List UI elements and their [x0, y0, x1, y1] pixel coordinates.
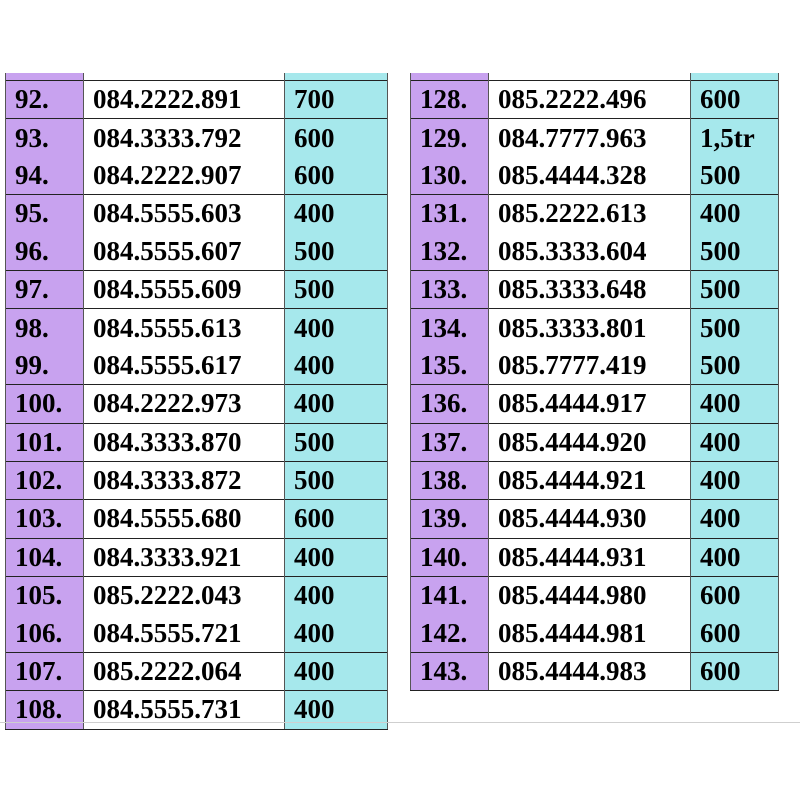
- price: 700: [285, 81, 388, 119]
- table-row: [411, 233, 779, 271]
- row-index: 93.: [6, 119, 84, 157]
- price: 400: [285, 577, 388, 615]
- table-row: [411, 195, 779, 233]
- phone-number: 085.2222.043: [84, 577, 285, 615]
- price: 500: [285, 233, 388, 271]
- phone-number: 085.4444.920: [489, 423, 691, 461]
- price: 600: [691, 577, 779, 615]
- row-index: 98.: [6, 309, 84, 347]
- row-index: 94.: [6, 157, 84, 195]
- table-row: [6, 423, 388, 461]
- row-index: 133.: [411, 270, 489, 308]
- phone-number: 085.4444.930: [489, 500, 691, 538]
- table-header-strip: [411, 73, 779, 81]
- row-index: 129.: [411, 119, 489, 157]
- table-row: [411, 270, 779, 308]
- row-index: 105.: [6, 577, 84, 615]
- price: 500: [691, 270, 779, 308]
- table-row: [6, 81, 388, 119]
- phone-number: 085.4444.931: [489, 538, 691, 576]
- row-index: 135.: [411, 347, 489, 385]
- row-index: 138.: [411, 461, 489, 499]
- row-index: 140.: [411, 538, 489, 576]
- price: 400: [691, 461, 779, 499]
- price: 400: [691, 423, 779, 461]
- row-index: 139.: [411, 500, 489, 538]
- row-index: 96.: [6, 233, 84, 271]
- price: 1,5tr: [691, 119, 779, 157]
- price: 500: [691, 157, 779, 195]
- row-index: 99.: [6, 347, 84, 385]
- price: 600: [285, 500, 388, 538]
- row-index: 134.: [411, 309, 489, 347]
- price: 500: [691, 347, 779, 385]
- table-header-strip: [6, 73, 388, 81]
- phone-number: 084.5555.731: [84, 691, 285, 729]
- table-row: [6, 538, 388, 576]
- price: 400: [285, 347, 388, 385]
- phone-number: 085.4444.981: [489, 614, 691, 652]
- phone-number: 085.4444.328: [489, 157, 691, 195]
- phone-number: 084.7777.963: [489, 119, 691, 157]
- table-row: [6, 691, 388, 729]
- phone-number: 084.5555.609: [84, 270, 285, 308]
- table-row: [6, 461, 388, 499]
- table-row: [6, 233, 388, 271]
- table-row: [6, 385, 388, 423]
- phone-number: 084.5555.617: [84, 347, 285, 385]
- phone-number: 084.3333.921: [84, 538, 285, 576]
- price: 500: [691, 309, 779, 347]
- table-row: [6, 500, 388, 538]
- table-row: [6, 309, 388, 347]
- phone-number: 084.2222.973: [84, 385, 285, 423]
- table-row: [6, 577, 388, 615]
- price: 400: [691, 385, 779, 423]
- price: 400: [285, 652, 388, 690]
- phone-number: 084.5555.607: [84, 233, 285, 271]
- row-index: 107.: [6, 652, 84, 690]
- row-index: 136.: [411, 385, 489, 423]
- price: 500: [691, 233, 779, 271]
- index-header-cell: [411, 73, 489, 81]
- number-header-cell: [84, 73, 285, 81]
- price: 400: [691, 500, 779, 538]
- row-index: 95.: [6, 195, 84, 233]
- phone-number: 085.4444.921: [489, 461, 691, 499]
- phone-number: 084.5555.680: [84, 500, 285, 538]
- row-index: 103.: [6, 500, 84, 538]
- row-index: 132.: [411, 233, 489, 271]
- row-index: 130.: [411, 157, 489, 195]
- row-index: 131.: [411, 195, 489, 233]
- row-index: 108.: [6, 691, 84, 729]
- phone-number: 085.2222.496: [489, 81, 691, 119]
- phone-number: 085.2222.064: [84, 652, 285, 690]
- row-index: 141.: [411, 577, 489, 615]
- phone-number: 085.7777.419: [489, 347, 691, 385]
- phone-number: 084.5555.603: [84, 195, 285, 233]
- phone-number: 085.4444.983: [489, 652, 691, 690]
- table-row: [6, 652, 388, 690]
- table-row: [411, 577, 779, 615]
- table-row: [6, 347, 388, 385]
- table-row: [411, 423, 779, 461]
- table-row: [411, 119, 779, 157]
- table-row: [411, 652, 779, 690]
- price: 600: [691, 81, 779, 119]
- price-header-cell: [691, 73, 779, 81]
- price: 400: [691, 538, 779, 576]
- phone-price-table-right: [410, 73, 779, 691]
- row-index: 143.: [411, 652, 489, 690]
- price: 400: [691, 195, 779, 233]
- phone-number: 084.3333.872: [84, 461, 285, 499]
- price: 600: [285, 119, 388, 157]
- row-index: 101.: [6, 423, 84, 461]
- row-index: 128.: [411, 81, 489, 119]
- price: 400: [285, 691, 388, 729]
- index-header-cell: [6, 73, 84, 81]
- phone-number: 085.3333.648: [489, 270, 691, 308]
- phone-number: 085.4444.980: [489, 577, 691, 615]
- phone-number: 085.2222.613: [489, 195, 691, 233]
- phone-number: 085.3333.801: [489, 309, 691, 347]
- table-row: [411, 500, 779, 538]
- table-row: [411, 385, 779, 423]
- price: 400: [285, 538, 388, 576]
- table-row: [6, 157, 388, 195]
- phone-number: 085.4444.917: [489, 385, 691, 423]
- price-header-cell: [285, 73, 388, 81]
- price: 600: [691, 614, 779, 652]
- bottom-divider: [0, 722, 800, 723]
- table-row: [6, 119, 388, 157]
- row-index: 102.: [6, 461, 84, 499]
- price: 500: [285, 461, 388, 499]
- row-index: 137.: [411, 423, 489, 461]
- phone-number: 084.3333.870: [84, 423, 285, 461]
- price: 400: [285, 614, 388, 652]
- price: 500: [285, 423, 388, 461]
- row-index: 106.: [6, 614, 84, 652]
- row-index: 100.: [6, 385, 84, 423]
- price: 600: [691, 652, 779, 690]
- table-row: [6, 614, 388, 652]
- phone-number: 084.5555.613: [84, 309, 285, 347]
- price: 600: [285, 157, 388, 195]
- table-row: [411, 157, 779, 195]
- phone-number: 084.3333.792: [84, 119, 285, 157]
- table-row: [411, 81, 779, 119]
- row-index: 97.: [6, 270, 84, 308]
- price: 400: [285, 195, 388, 233]
- price: 500: [285, 270, 388, 308]
- row-index: 142.: [411, 614, 489, 652]
- phone-number: 084.2222.907: [84, 157, 285, 195]
- table-row: [411, 538, 779, 576]
- table-row: [411, 614, 779, 652]
- table-row: [411, 309, 779, 347]
- table-row: [411, 347, 779, 385]
- price: 400: [285, 385, 388, 423]
- number-header-cell: [489, 73, 691, 81]
- phone-number: 085.3333.604: [489, 233, 691, 271]
- phone-number: 084.2222.891: [84, 81, 285, 119]
- row-index: 92.: [6, 81, 84, 119]
- row-index: 104.: [6, 538, 84, 576]
- phone-price-table-left: [5, 73, 388, 730]
- phone-number: 084.5555.721: [84, 614, 285, 652]
- table-row: [6, 270, 388, 308]
- price: 400: [285, 309, 388, 347]
- table-row: [6, 195, 388, 233]
- table-row: [411, 461, 779, 499]
